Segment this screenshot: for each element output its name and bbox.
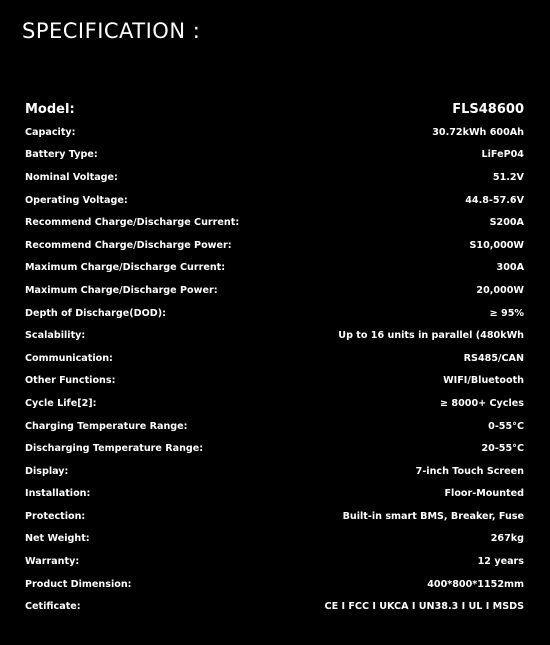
spec-label: Scalability:	[25, 330, 86, 342]
spec-row	[25, 234, 524, 257]
spec-label: Recommend Charge/Discharge Current:	[25, 217, 240, 229]
spec-value: S10,000W	[469, 239, 524, 251]
spec-value: RS485/CAN	[463, 352, 524, 364]
spec-value: 44.8-57.6V	[465, 194, 524, 206]
spec-value: 20,000W	[476, 284, 524, 296]
specification-table	[25, 97, 524, 618]
spec-row	[25, 415, 524, 438]
page-title: SPECIFICATION :	[22, 19, 201, 43]
spec-label: Capacity:	[25, 126, 76, 138]
spec-row	[25, 121, 524, 144]
spec-label: Communication:	[25, 352, 113, 364]
spec-row	[25, 573, 524, 596]
spec-label: Warranty:	[25, 556, 80, 568]
spec-value: 51.2V	[492, 171, 524, 183]
spec-label: Other Functions:	[25, 375, 116, 387]
spec-label: Nominal Voltage:	[25, 171, 118, 183]
spec-value: Up to 16 units in parallel (480kWh	[338, 330, 524, 342]
spec-row	[25, 324, 524, 347]
spec-rows	[25, 121, 524, 618]
spec-value: 400*800*1152mm	[427, 578, 524, 590]
spec-value: 300A	[496, 262, 524, 274]
spec-label: Charging Temperature Range:	[25, 420, 188, 432]
spec-label: Depth of Discharge(DOD):	[25, 307, 166, 319]
spec-label: Battery Type:	[25, 149, 98, 161]
spec-label: Maximum Charge/Discharge Power:	[25, 284, 218, 296]
spec-value: ≥ 8000+ Cycles	[440, 397, 524, 409]
spec-label: Cetificate:	[25, 601, 81, 613]
spec-value: Built-in smart BMS, Breaker, Fuse	[342, 510, 524, 522]
model-label: Model:	[25, 101, 75, 117]
spec-row	[25, 166, 524, 189]
spec-row	[25, 392, 524, 415]
spec-value: CE I FCC I UKCA I UN38.3 I UL I MSDS	[324, 601, 524, 613]
spec-label: Net Weight:	[25, 533, 90, 545]
spec-label: Maximum Charge/Discharge Current:	[25, 262, 226, 274]
model-value: FLS48600	[452, 101, 524, 117]
spec-value: 20-55°C	[481, 443, 524, 455]
spec-row	[25, 550, 524, 573]
spec-row	[25, 211, 524, 234]
spec-row	[25, 528, 524, 551]
spec-value: 7-inch Touch Screen	[415, 465, 524, 477]
spec-value: ≥ 95%	[489, 307, 524, 319]
spec-row	[25, 370, 524, 393]
spec-header-row	[25, 97, 524, 121]
spec-row	[25, 347, 524, 370]
spec-row	[25, 460, 524, 483]
spec-row	[25, 505, 524, 528]
spec-label: Operating Voltage:	[25, 194, 128, 206]
spec-row	[25, 437, 524, 460]
spec-row	[25, 257, 524, 280]
spec-row	[25, 144, 524, 167]
spec-label: Protection:	[25, 510, 86, 522]
spec-row	[25, 483, 524, 506]
spec-value: 30.72kWh 600Ah	[432, 126, 524, 138]
spec-row	[25, 189, 524, 212]
spec-row	[25, 302, 524, 325]
spec-label: Cycle Life[2]:	[25, 397, 97, 409]
spec-value: 267kg	[490, 533, 524, 545]
spec-value: 12 years	[477, 556, 524, 568]
spec-row	[25, 279, 524, 302]
spec-label: Installation:	[25, 488, 91, 500]
spec-row	[25, 595, 524, 618]
spec-label: Display:	[25, 465, 69, 477]
spec-value: Floor-Mounted	[444, 488, 524, 500]
spec-value: 0-55°C	[488, 420, 524, 432]
spec-label: Recommend Charge/Discharge Power:	[25, 239, 232, 251]
spec-label: Discharging Temperature Range:	[25, 443, 204, 455]
spec-value: LiFeP04	[481, 149, 524, 161]
spec-value: WIFI/Bluetooth	[443, 375, 524, 387]
spec-value: S200A	[489, 217, 524, 229]
spec-label: Product Dimension:	[25, 578, 132, 590]
